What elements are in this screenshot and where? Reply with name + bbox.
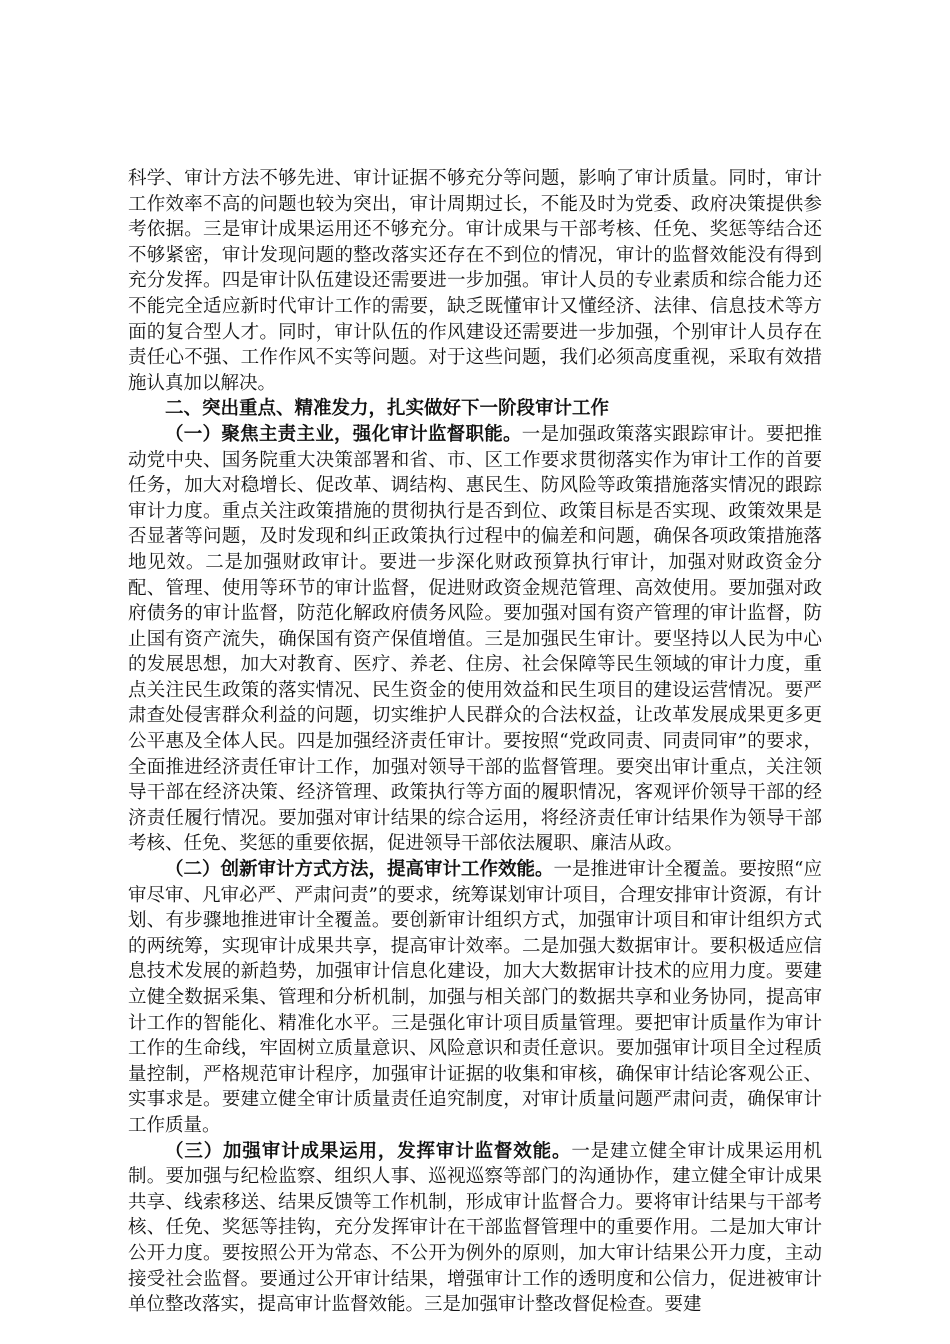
subsection-2-body: 一是推进审计全覆盖。要按照“应审尽审、凡审必严、严肃问责”的要求，统筹谋划审计项目，合理安排审计资源，有计划、有步骤地推进审计全覆盖。要创新审计组织方式，加强审计项目和审计组织方式的两统筹，实现审计成果共享，提高审计效率。二是加强大数据审计。要积极适应信息技术发展的新趋势，加强审计信息化建设，加大大数据审计技术的应用力度。要建立健全数据采集、管理和分析机制，加强与相关部门的数据共享和业务协同，提高审计工作的智能化、精准化水平。三是强化审计项目质量管理。要把审计质量作为审计工作的生命线，牢固树立质量意识、风险意识和责任意识。要加强审计项目全过程质量控制，严格规范审计程序，加强审计证据的收集和审核，确保审计结论客观公正、实事求是。要建立健全审计质量责任追究制度，对审计质量问题严肃问责，确保审计工作质量。 bbox=[128, 859, 822, 1136]
subsection-3-body: 一是建立健全审计成果运用机制。要加强与纪检监察、组织人事、巡视巡察等部门的沟通协作，建立健全审计成果共享、线索移送、结果反馈等工作机制，形成审计监督合力。要将审计结果与干部考核、任免、奖惩等挂钩，充分发挥审计在干部监督管理中的重要作用。二是加大审计公开力度。要按照公开为常态、不公开为例外的原则，加大审计结果公开力度，主动接受社会监督。要通过公开审计结果，增强审计工作的透明度和公信力，促进被审计单位整改落实，提高审计监督效能。三是加强审计整改督促检查。要建 bbox=[128, 1140, 822, 1316]
section-heading-2: 二、突出重点、精准发力，扎实做好下一阶段审计工作 bbox=[165, 398, 610, 420]
subsection-1-paragraph bbox=[128, 422, 822, 857]
subsection-1-title: （一）聚焦主责主业，强化审计监督职能。 bbox=[165, 423, 522, 445]
subsection-1-body: 一是加强政策落实跟踪审计。要把推动党中央、国务院重大决策部署和省、市、区工作要求贯彻落实作为审计工作的首要任务，加大对稳增长、促改革、调结构、惠民生、防风险等政策措施落实情况的跟踪审计力度。重点关注政策措施的贯彻执行是否到位、政策目标是否实现、政策效果是否显著等问题，及时发现和纠正政策执行过程中的偏差和问题，确保各项政策措施落地见效。二是加强财政审计。要进一步深化财政预算执行审计，加强对财政资金分配、管理、使用等环节的审计监督，促进财政资金规范管理、高效使用。要加强对政府债务的审计监督，防范化解政府债务风险。要加强对国有资产管理的审计监督，防止国有资产流失，确保国有资产保值增值。三是加强民生审计。要坚持以人民为中心的发展思想，加大对教育、医疗、养老、住房、社会保障等民生领域的审计力度，重点关注民生政策的落实情况、民生资金的使用效益和民生项目的建设运营情况。要严肃查处侵害群众利益的问题，切实维护人民群众的合法权益，让改革发展成果更多更公平惠及全体人民。四是加强经济责任审计。要按照“党政同责、同责同审”的要求，全面推进经济责任审计工作，加强对领导干部的监督管理。要突出审计重点，关注领导干部在经济决策、经济管理、政策执行等方面的履职情况，客观评价领导干部的经济责任履行情况。要加强对审计结果的综合运用，将经济责任审计结果作为领导干部考核、任免、奖惩的重要依据，促进领导干部依法履职、廉洁从政。 bbox=[128, 423, 822, 855]
subsection-3-title: （三）加强审计成果运用，发挥审计监督效能。 bbox=[165, 1140, 572, 1162]
subsection-2-title: （二）创新审计方式方法，提高审计工作效能。 bbox=[165, 859, 554, 881]
document-page bbox=[128, 166, 822, 1318]
paragraph-continuation: 科学、审计方法不够先进、审计证据不够充分等问题，影响了审计质量。同时，审计工作效率不高的问题也较为突出，审计周期过长，不能及时为党委、政府决策提供参考依据。三是审计成果运用还不够充分。审计成果与干部考核、任免、奖惩等结合还不够紧密，审计发现问题的整改落实还存在不到位的情况，审计的监督效能没有得到充分发挥。四是审计队伍建设还需要进一步加强。审计人员的专业素质和综合能力还不能完全适应新时代审计工作的需要，缺乏既懂审计又懂经济、法律、信息技术等方面的复合型人才。同时，审计队伍的作风建设还需要进一步加强，个别审计人员存在责任心不强、工作作风不实等问题。对于这些问题，我们必须高度重视，采取有效措施认真加以解决。 bbox=[128, 168, 822, 394]
subsection-2-paragraph bbox=[128, 857, 822, 1139]
subsection-3-paragraph bbox=[128, 1139, 822, 1318]
